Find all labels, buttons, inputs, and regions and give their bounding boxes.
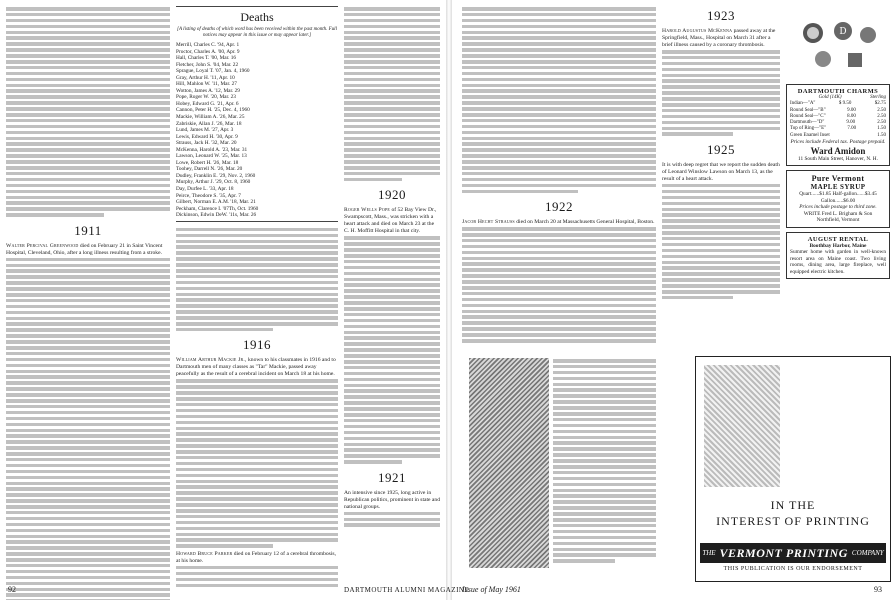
obituary-lead: It is with deep regret that we report the sudden death of Leonard Winslow Lawson on March 13, as the result of a heart attack. <box>662 161 780 182</box>
price-cell: Round Seal—"B" <box>790 107 826 113</box>
price-cell: 9.00 <box>846 120 856 126</box>
class-year-heading: 1911 <box>74 222 102 238</box>
price-header: Gold (14K) Sterling <box>818 95 886 100</box>
deaths-note: [A listing of deaths of which word has been received within the past month. Full notices may appear in this issue or may appear later.] <box>177 27 337 38</box>
ad-headline: IN THE INTEREST OF PRINTING <box>716 498 870 528</box>
price-cell: 8.00 <box>847 113 856 119</box>
body-text <box>176 379 338 547</box>
price-cell: Green Enamel Inset <box>790 132 830 138</box>
ads-column <box>786 6 890 279</box>
column-5 <box>662 6 780 302</box>
price-cell: 2.50 <box>877 107 886 113</box>
price-cell: $2.75 <box>874 101 886 107</box>
ad-vermont-printing <box>695 356 891 582</box>
ad-price: Quart......$1.85 Half-gallon......$3.45 <box>799 191 877 198</box>
obituary-lead: William Arthur Mackie Jr., known to his classmates in 1916 and to Dartmouth men of many classes as "Tar" Mackie, passed away peacefully as the result of a cerebral incident on March 18 at his home. <box>176 357 336 378</box>
class-year-heading: 1925 <box>707 141 735 157</box>
death-entry: Hill, Mahlon W. '11, Mar. 27 <box>176 81 237 88</box>
price-cell: 1.50 <box>877 132 886 138</box>
ad-august-rental <box>786 232 890 280</box>
death-entry: Dudley, Franklin E. '29, Nov. 2, 1960 <box>176 172 256 179</box>
halftone-illustration <box>469 358 549 568</box>
price-cell: Indian—"A" <box>790 101 816 107</box>
page-gutter <box>446 0 452 600</box>
price-cell: 2.50 <box>877 113 886 119</box>
body-text <box>344 7 440 181</box>
body-text <box>553 359 656 563</box>
press-illustration <box>704 365 780 487</box>
ad-seller: Ward Amidon <box>810 145 866 156</box>
obituary-lead: Harold Augustus McKenna passed away at the Springfield, Mass., Hospital on March 31 after a brief illness caused by a coronary thrombosis. <box>662 28 776 48</box>
deaths-title: Deaths <box>240 10 274 24</box>
page-number-right: 93 <box>874 585 882 594</box>
ad-tagline: THIS PUBLICATION IS OUR ENDORSEMENT <box>723 566 863 572</box>
obituary-lead: Roger Wells Pope of 52 Bay View Dr., Swampscott, Mass., was stricken with a heart attack and died on March 23 at the C. H. Moffitt Hospital in that city. <box>344 207 437 235</box>
charms-illustration <box>786 6 890 80</box>
ad-seller: WRITE Fred L. Brigham & Son <box>803 210 873 217</box>
death-entry: Hobey, Edward G. '21, Apr. 6 <box>176 100 239 107</box>
body-text <box>462 227 656 342</box>
ad-subtitle: MAPLE SYRUP <box>810 183 866 192</box>
death-entry: Hall, Charles T. '00, Mar. 16 <box>176 55 237 62</box>
column-3 <box>344 6 440 530</box>
death-entry: Murphy, Arthur J. '29, Oct. 8, 1960 <box>176 179 251 186</box>
class-year-heading: 1921 <box>378 469 406 485</box>
death-entry: McKenna, Harold A. '23, Mar. 31 <box>176 146 248 153</box>
death-entry: Merrill, Charles C. '94, Apr. 1 <box>176 42 240 48</box>
death-entry: Gray, Arthur H. '11, Apr. 10 <box>176 74 235 81</box>
body-text <box>662 184 780 299</box>
class-year-heading: 1922 <box>545 199 573 215</box>
ad-note: Prices include postage to third zone. <box>799 204 877 211</box>
footer-issue: Issue of May 1961 <box>462 585 521 594</box>
death-entry: Day, Durfee L. '33, Apr. 18 <box>176 186 234 193</box>
body-text <box>462 7 656 193</box>
column-1 <box>6 6 170 600</box>
death-entry: Peirce, Theodore S. '35, Apr. 7 <box>176 192 241 199</box>
column-2 <box>176 6 338 590</box>
price-cell: Round Seal—"C" <box>790 113 826 119</box>
obituary-lead: Howard Bruce Parker died on February 12 of a cerebral thrombosis, at his home. <box>176 550 336 564</box>
price-cell: Top of Ring—"E" <box>790 126 827 132</box>
price-cell: 7.00 <box>847 126 857 132</box>
ad-dartmouth-charms <box>786 84 890 166</box>
death-entry: Pope, Roger W. '20, Mar. 23 <box>176 94 236 101</box>
ad-title: Pure Vermont <box>811 174 865 184</box>
ad-note: Prices include Federal tax. Postage prepaid. <box>790 139 886 146</box>
body-text <box>344 236 440 463</box>
death-entry: Strauss, Jack H. '32, Mar. 20 <box>176 140 237 147</box>
body-text <box>662 50 780 136</box>
class-year-heading: 1920 <box>378 187 406 203</box>
column-4-lower <box>553 358 656 566</box>
ad-title: AUGUST RENTAL <box>807 235 869 243</box>
body-text <box>344 512 440 527</box>
page-number-left: 92 <box>8 585 16 594</box>
death-entry: Gilbert, Norman E. A.M. '18, Mar. 21 <box>176 199 256 206</box>
deaths-list <box>176 6 338 222</box>
death-entry: Zabriskie, Allan J. '26, Mar. 18 <box>176 120 242 127</box>
ad-address: Northfield, Vermont <box>816 217 860 224</box>
price-cell: 9.00 <box>847 107 856 113</box>
ad-maple-syrup <box>786 170 890 228</box>
ad-price: Gallon......$6.00 <box>820 197 856 204</box>
body-text <box>6 7 170 217</box>
footer-magazine-title: DARTMOUTH ALUMNI MAGAZINE <box>344 586 470 594</box>
ad-logo-band: THE VERMONT PRINTING COMPANY <box>700 543 886 563</box>
svg-text:D: D <box>839 27 847 37</box>
body-text <box>176 228 338 332</box>
death-entry: Dickinson, Edwin DeW. '11s, Mar. 26 <box>176 212 257 219</box>
class-year-heading: 1923 <box>707 8 735 23</box>
death-entry: Lowe, Robert H. '26, Mar. 18 <box>176 159 239 166</box>
price-cell: $ 9.50 <box>838 101 852 107</box>
death-entry: Lawson, Leonard W. '25, Mar. 13 <box>176 153 247 160</box>
column-4 <box>462 6 656 346</box>
death-entry: Mackie, William A. '26, Mar. 25 <box>176 114 245 121</box>
death-entry: Wotton, James A. '12, Mar. 29 <box>176 87 240 94</box>
death-entry: Proctor, Charles A. '00, Apr. 9 <box>176 48 240 55</box>
death-entry: Lund, James M. '27, Apr. 3 <box>176 127 234 134</box>
body-text <box>6 258 170 600</box>
death-entry: Lewis, Edward H. '30, Apr. 9 <box>176 133 238 140</box>
ad-address: 11 South Main Street, Hanover, N. H. <box>798 155 878 162</box>
obituary-lead: Jacob Hecht Strauss died on March 20 at Massachusetts General Hospital, Boston. <box>462 219 655 226</box>
price-cell: Dartmouth—"D" <box>790 120 825 126</box>
death-entry: Fletcher, John S. '04, Mar. 22 <box>176 61 239 68</box>
class-year-heading: 1916 <box>243 337 271 353</box>
price-cell: 1.50 <box>877 126 886 132</box>
deaths-entries <box>176 42 338 219</box>
death-entry: Toohey, Darrell N. '26, Mar. 20 <box>176 166 243 173</box>
ad-title: DARTMOUTH CHARMS <box>797 88 879 95</box>
obituary-lead: Walter Percival Greenwood died on February 21 in Saint Vincent Hospital, Cleveland, Ohio, after a long illness resulting from a stroke. <box>6 242 163 256</box>
death-entry: Cannon, Peter H. '25, Dec. 4, 1960 <box>176 107 250 114</box>
ad-description: Summer home with garden in well-known resort area on Maine coast. Two living rooms, dining area, large fireplace, well equipped electric kitchen. <box>790 249 886 275</box>
price-rows <box>790 101 886 139</box>
charm-icon <box>793 13 883 73</box>
ad-place: Boothbay Harbor, Maine <box>809 242 867 249</box>
price-cell: 2.50 <box>877 120 886 126</box>
body-text <box>176 566 338 587</box>
death-entry: Peckham, Clarence I. '07Th, Oct. 1960 <box>176 205 259 212</box>
death-entry: Sprague, Loyal T. '07, Jan. 4, 1960 <box>176 68 250 75</box>
obituary-lead: An intensive since 1925, long active in Republican politics, prominent in state and national groups. <box>344 489 440 510</box>
